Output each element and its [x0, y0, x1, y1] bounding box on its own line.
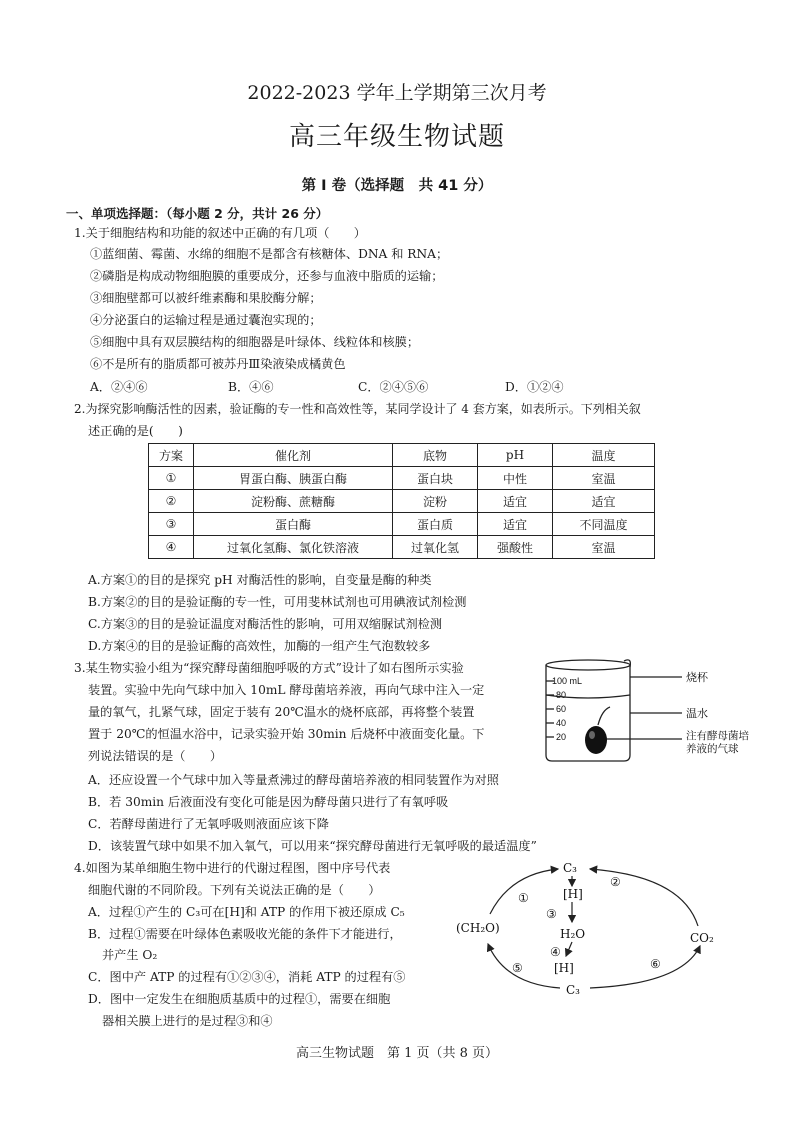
- step-2-label: ②: [610, 875, 621, 889]
- q4-option-a: A．过程①产生的 C₃可在[H]和 ATP 的作用下被还原成 C₅: [88, 905, 405, 919]
- table-header: 方案: [149, 444, 194, 467]
- q3-option-d: D．该装置气球中如果不加入氧气，可以用来“探究酵母菌进行无氧呼吸的最适温度”: [88, 839, 537, 853]
- q3-stem: 3.某生物实验小组为“探究酵母菌细胞呼吸的方式”设计了如右图所示实验: [74, 661, 464, 675]
- label-balloon: 养液的气球: [686, 743, 739, 755]
- page-footer: 高三生物试题 第 1 页（共 8 页）: [295, 1046, 499, 1061]
- label-balloon: 注有酵母菌培: [686, 730, 749, 742]
- table-header: 催化剂: [194, 444, 393, 467]
- q3-stem: 量的氧气，扎紧气球，固定于装有 20℃温水的烧杯底部，再将整个装置: [88, 705, 475, 719]
- label-beaker: 烧杯: [686, 671, 708, 684]
- beaker-figure: [540, 655, 749, 765]
- step-3-label: ③: [546, 907, 557, 921]
- table-cell: 室温: [553, 467, 655, 490]
- q4-stem: 4.如图为某单细胞生物中进行的代谢过程图，图中序号代表: [74, 861, 391, 875]
- table-row: [149, 490, 655, 513]
- table-cell: 适宜: [553, 490, 655, 513]
- q3-stem: 置于 20℃的恒温水浴中，记录实验开始 30min 后烧杯中液面变化量。下: [88, 727, 485, 741]
- label-water: 温水: [686, 707, 708, 720]
- metabolism-diagram: [450, 856, 740, 1006]
- h2o-label: H₂O: [560, 927, 586, 941]
- table-cell: 胃蛋白酶、胰蛋白酶: [194, 467, 393, 490]
- q2-stem: 2.为探究影响酶活性的因素，验证酶的专一性和高效性等，某同学设计了 4 套方案，如表所示。下列相关叙: [74, 402, 641, 416]
- table-row: [149, 536, 655, 559]
- balloon-icon: [585, 726, 607, 754]
- co2-label: CO₂: [690, 931, 714, 945]
- step-1-label: ①: [518, 891, 529, 905]
- q1-item: ③细胞壁都可以被纤维素酶和果胶酶分解；: [90, 291, 322, 305]
- q1-item: ②磷脂是构成动物细胞膜的重要成分，还参与血液中脂质的运输；: [90, 269, 444, 283]
- q4-option-c: C．图中产 ATP 的过程有①②③④，消耗 ATP 的过程有⑤: [88, 970, 406, 984]
- table-cell: 室温: [553, 536, 655, 559]
- part-title: 第 I 卷（选择题 共 41 分）: [301, 178, 493, 194]
- scale-label: 60: [556, 704, 567, 714]
- table-row: [149, 467, 655, 490]
- h-bottom-label: [H]: [554, 961, 574, 975]
- q4-option-d: D．图中一定发生在细胞质基质中的过程①，需要在细胞: [88, 992, 391, 1006]
- table-cell: 过氧化氢酶、氯化铁溶液: [194, 536, 393, 559]
- table-cell: 蛋白质: [393, 513, 478, 536]
- c3-top-label: C₃: [563, 861, 577, 875]
- q4-stem: 细胞代谢的不同阶段。下列有关说法正确的是（ ）: [88, 883, 381, 897]
- step-4-label: ④: [550, 945, 561, 959]
- table-header: pH: [478, 444, 553, 467]
- table-header-row: [149, 444, 655, 467]
- enzyme-table: [148, 443, 655, 559]
- table-cell: 淀粉酶、蔗糖酶: [194, 490, 393, 513]
- q2-option-a: A.方案①的目的是探究 pH 对酶活性的影响，自变量是酶的种类: [88, 573, 432, 587]
- q1-option-c: C．②④⑤⑥: [358, 380, 429, 394]
- q2-option-d: D.方案④的目的是验证酶的高效性，加酶的一组产生气泡数较多: [88, 639, 431, 653]
- q3-stem: 列说法错误的是（ ）: [88, 749, 223, 763]
- table-cell: 强酸性: [478, 536, 553, 559]
- q1-item: ①蓝细菌、霉菌、水绵的细胞不是都含有核糖体、DNA 和 RNA；: [90, 247, 449, 261]
- table-cell: 过氧化氢: [393, 536, 478, 559]
- c3-bottom-label: C₃: [566, 983, 580, 997]
- q1-item: ⑤细胞中具有双层膜结构的细胞器是叶绿体、线粒体和核膜；: [90, 335, 420, 349]
- step-6-label: ⑥: [650, 957, 661, 971]
- q4-option-b-cont: 并产生 O₂: [102, 948, 158, 962]
- table-cell: 不同温度: [553, 513, 655, 536]
- table-cell: 蛋白块: [393, 467, 478, 490]
- exam-title: 2022-2023 学年上学期第三次月考: [247, 82, 547, 104]
- q2-option-c: C.方案③的目的是验证温度对酶活性的影响，可用双缩脲试剂检测: [88, 617, 443, 631]
- scale-label: 80: [556, 690, 567, 700]
- arrow-process-6: [590, 946, 700, 988]
- table-header: 底物: [393, 444, 478, 467]
- q1-option-b: B．④⑥: [228, 380, 274, 394]
- q3-option-a: A．还应设置一个气球中加入等量煮沸过的酵母菌培养液的相同装置作为对照: [88, 773, 499, 787]
- arrow-process-2: [590, 869, 698, 926]
- table-cell: 适宜: [478, 490, 553, 513]
- q1-option-a: A．②④⑥: [90, 380, 148, 394]
- q1-item: ④分泌蛋白的运输过程是通过囊泡实现的；: [90, 313, 322, 327]
- step-5-label: ⑤: [512, 961, 523, 975]
- q3-option-b: B．若 30min 后液面没有变化可能是因为酵母菌只进行了有氧呼吸: [88, 795, 449, 809]
- arrow-process-4: [566, 942, 572, 956]
- scale-label: 20: [556, 732, 567, 742]
- table-cell: ③: [149, 513, 194, 536]
- ch2o-label: (CH₂O): [456, 921, 500, 935]
- scale-top-label: 100 mL: [552, 676, 583, 686]
- q1-stem: 1.关于细胞结构和功能的叙述中正确的有几项（ ）: [74, 226, 366, 240]
- table-cell: ④: [149, 536, 194, 559]
- table-cell: 中性: [478, 467, 553, 490]
- table-cell: 适宜: [478, 513, 553, 536]
- table-cell: ①: [149, 467, 194, 490]
- table-cell: 淀粉: [393, 490, 478, 513]
- q1-option-d: D．①②④: [505, 380, 564, 394]
- section-title: 一、单项选择题：（每小题 2 分，共计 26 分）: [66, 206, 329, 221]
- q4-option-d-cont: 器相关膜上进行的是过程③和④: [102, 1014, 273, 1028]
- table-header: 温度: [553, 444, 655, 467]
- scale-label: 40: [556, 718, 567, 728]
- q4-option-b: B．过程①需要在叶绿体色素吸收光能的条件下才能进行，: [88, 927, 402, 941]
- table-row: [149, 513, 655, 536]
- h-top-label: [H]: [563, 887, 583, 901]
- balloon-string: [598, 707, 610, 725]
- beaker-rim: [546, 660, 630, 670]
- q3-stem: 装置。实验中先向气球中加入 10mL 酵母菌培养液，再向气球中注入一定: [88, 683, 485, 697]
- table-cell: 蛋白酶: [194, 513, 393, 536]
- q2-option-b: B.方案②的目的是验证酶的专一性，可用斐林试剂也可用碘液试剂检测: [88, 595, 467, 609]
- table-cell: ②: [149, 490, 194, 513]
- paper-title: 高三年级生物试题: [288, 122, 505, 152]
- q3-option-c: C．若酵母菌进行了无氧呼吸则液面应该下降: [88, 817, 329, 831]
- q1-item: ⑥不是所有的脂质都可被苏丹Ⅲ染液染成橘黄色: [90, 357, 346, 371]
- q2-stem: 述正确的是( ): [88, 424, 183, 438]
